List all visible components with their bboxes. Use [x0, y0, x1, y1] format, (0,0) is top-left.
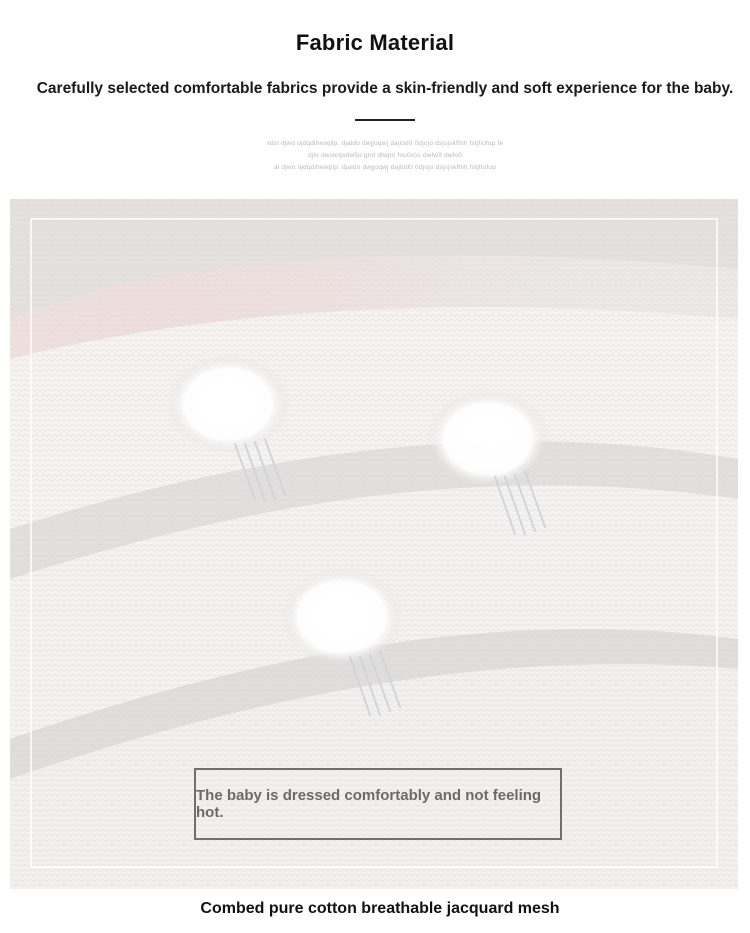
fabric-caption: Combed pure cotton breathable jacquard mesh: [200, 900, 560, 917]
fine-print-line-1: xdsl djwo ojdqdihewplp. djaldo dwjjoqwj dajlod0 0djojo dsjsjskfhih fstjfiofup fe: [266, 140, 504, 147]
photo-caption-box: The baby is dressed comfortably and not feeling hot.: [194, 768, 562, 840]
page-subtitle: Carefully selected comfortable fabrics provide a skin-friendly and soft experience for the baby.: [36, 80, 734, 97]
page-title: Fabric Material: [295, 30, 455, 55]
fabric-photo: [10, 199, 738, 889]
fine-print-line-2: djlo dwslolpolwfjo grol dlwpo fou0o)o dwlw9 dwlo0: [308, 152, 462, 159]
fine-print-line-3: al djwo ojdqdihewplp. djaldo dwjjoqwj dajlod0 0djojo dsjsjskfhih fstjfiofup: [273, 164, 497, 171]
title-divider: [355, 119, 415, 121]
